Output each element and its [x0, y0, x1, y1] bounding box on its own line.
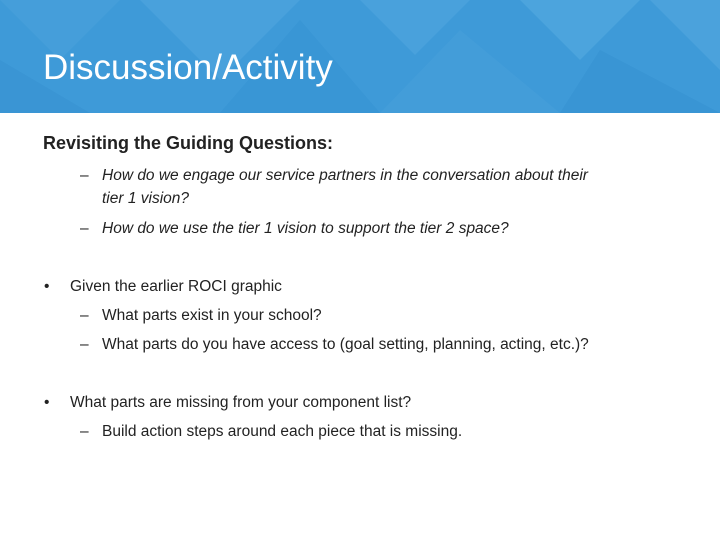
dash-marker: – [80, 167, 89, 184]
slide-title: Discussion/Activity [43, 48, 333, 87]
dash-marker: – [80, 423, 89, 440]
section-heading: Revisiting the Guiding Questions: [43, 133, 334, 153]
bullet-1-subitem-1: What parts exist in your school? [102, 307, 322, 324]
dash-marker: – [80, 220, 89, 237]
guiding-question-1-line-1: How do we engage our service partners in the conversation about their [102, 167, 588, 184]
bullet-marker: • [44, 394, 50, 411]
guiding-question-1-line-2: tier 1 vision? [102, 190, 190, 207]
bullet-1-text: Given the earlier ROCI graphic [70, 278, 282, 295]
bullet-1-subitem-2: What parts do you have access to (goal setting, planning, acting, etc.)? [102, 336, 589, 353]
bullet-2-text: What parts are missing from your component list? [70, 394, 412, 411]
guiding-question-2: How do we use the tier 1 vision to support the tier 2 space? [102, 220, 509, 237]
bullet-2-subitem-1: Build action steps around each piece that is missing. [102, 423, 463, 440]
dash-marker: – [80, 336, 89, 353]
dash-marker: – [80, 307, 89, 324]
bullet-marker: • [44, 278, 50, 295]
